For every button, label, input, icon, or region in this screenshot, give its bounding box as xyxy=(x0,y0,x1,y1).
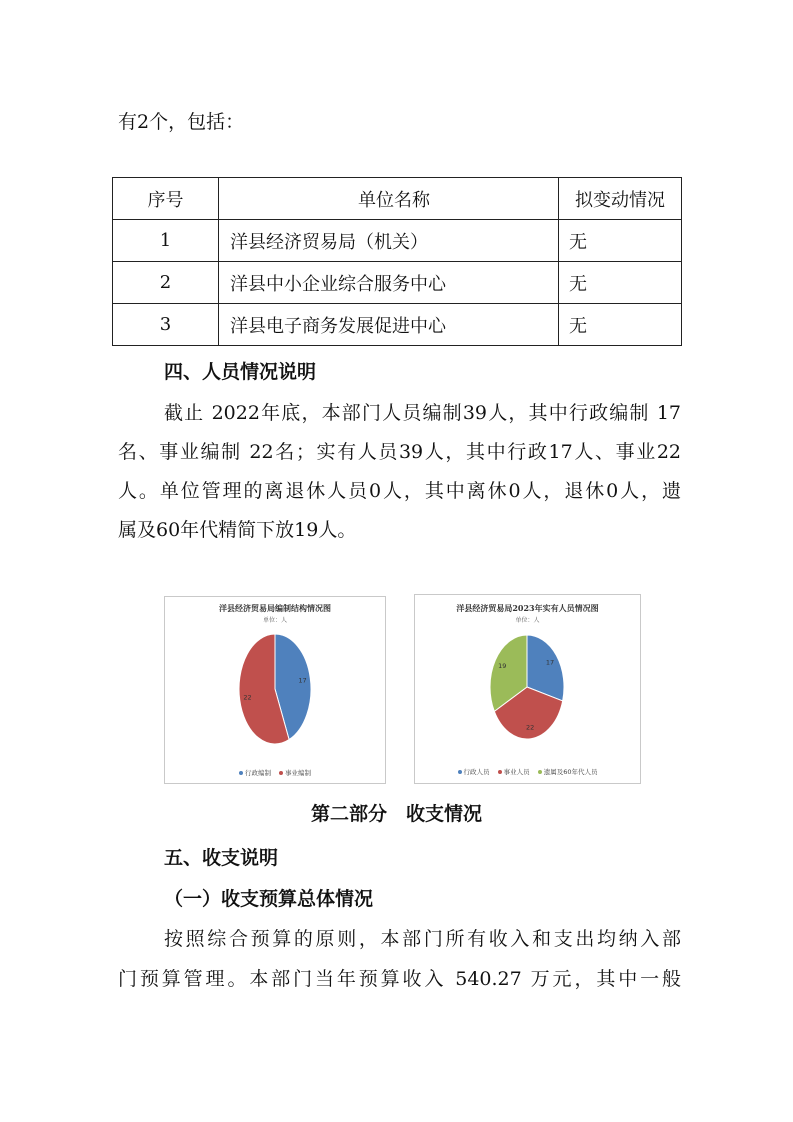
header-cell-change: 拟变动情况 xyxy=(559,178,682,220)
part2-title: 第二部分 收支情况 xyxy=(310,803,482,825)
section4-line-4: 属及60年代精简下放19人。 xyxy=(118,519,357,541)
header-cell-index: 序号 xyxy=(113,178,219,220)
legend-entry xyxy=(458,768,490,776)
table-row xyxy=(113,304,682,346)
section4-line-3: 人。单位管理的离退休人员0人，其中离休0人，退休0人，遗 xyxy=(118,480,681,502)
table-row xyxy=(113,220,682,262)
table-cell: 2 xyxy=(113,262,219,304)
legend-swatch xyxy=(279,771,283,775)
table-cell: 3 xyxy=(113,304,219,346)
section4-line-2: 名、事业编制 22名；实有人员39人，其中行政17人、事业22 xyxy=(118,441,681,463)
chart-title: 洋县经济贸易局2023年实有人员情况图 xyxy=(456,603,599,613)
legend-label: 行政人员 xyxy=(463,768,490,776)
data-label: 22 xyxy=(243,693,252,702)
table-cell: 洋县电子商务发展促进中心 xyxy=(219,304,559,346)
section4-heading: 四、人员情况说明 xyxy=(164,361,317,383)
data-label: 19 xyxy=(498,662,507,671)
legend-swatch xyxy=(538,770,542,774)
units-table xyxy=(112,177,682,346)
table-cell: 无 xyxy=(559,304,682,346)
data-label: 22 xyxy=(525,723,535,732)
chart-legend xyxy=(165,768,385,777)
section5-line-2: 门预算管理。本部门当年预算收入 540.27 万元，其中一般 xyxy=(118,968,681,990)
chart-title: 洋县经济贸易局编制结构情况图 xyxy=(219,603,331,613)
legend-label: 行政编制 xyxy=(244,769,271,777)
data-label: 17 xyxy=(298,676,307,685)
chart-subtitle: 单位：人 xyxy=(262,617,287,624)
chart-subtitle: 单位：人 xyxy=(515,617,540,624)
table-cell: 无 xyxy=(559,262,682,304)
table-cell: 洋县经济贸易局（机关） xyxy=(219,220,559,262)
legend-label: 事业编制 xyxy=(285,769,312,777)
table-cell: 洋县中小企业综合服务中心 xyxy=(219,262,559,304)
pie-chart xyxy=(415,595,640,783)
pie-chart xyxy=(165,597,385,783)
legend-entry xyxy=(498,768,530,776)
legend-entry xyxy=(538,768,598,776)
legend-swatch xyxy=(458,770,462,774)
chart-actual-staff xyxy=(414,594,641,784)
legend-entry xyxy=(279,769,311,777)
section4-line-1: 截止 2022年底，本部门人员编制39人，其中行政编制 17 xyxy=(164,402,681,424)
section5-heading: 五、收支说明 xyxy=(164,847,279,869)
legend-swatch xyxy=(498,770,502,774)
chart-staffing-structure xyxy=(164,596,386,784)
header-cell-name: 单位名称 xyxy=(219,178,559,220)
section5-line-1: 按照综合预算的原则，本部门所有收入和支出均纳入部 xyxy=(164,928,681,950)
section5-subheading: （一）收支预算总体情况 xyxy=(164,888,374,910)
legend-entry xyxy=(239,769,271,777)
data-label: 17 xyxy=(545,658,555,667)
table-header-row xyxy=(113,178,682,220)
table-row xyxy=(113,262,682,304)
table-cell: 1 xyxy=(113,220,219,262)
legend-swatch xyxy=(239,771,243,775)
legend-label: 遗属及60年代人员 xyxy=(543,768,598,776)
legend-label: 事业人员 xyxy=(503,768,530,776)
intro-line: 有2个，包括： xyxy=(118,111,245,133)
chart-legend xyxy=(415,767,640,776)
table-cell: 无 xyxy=(559,220,682,262)
